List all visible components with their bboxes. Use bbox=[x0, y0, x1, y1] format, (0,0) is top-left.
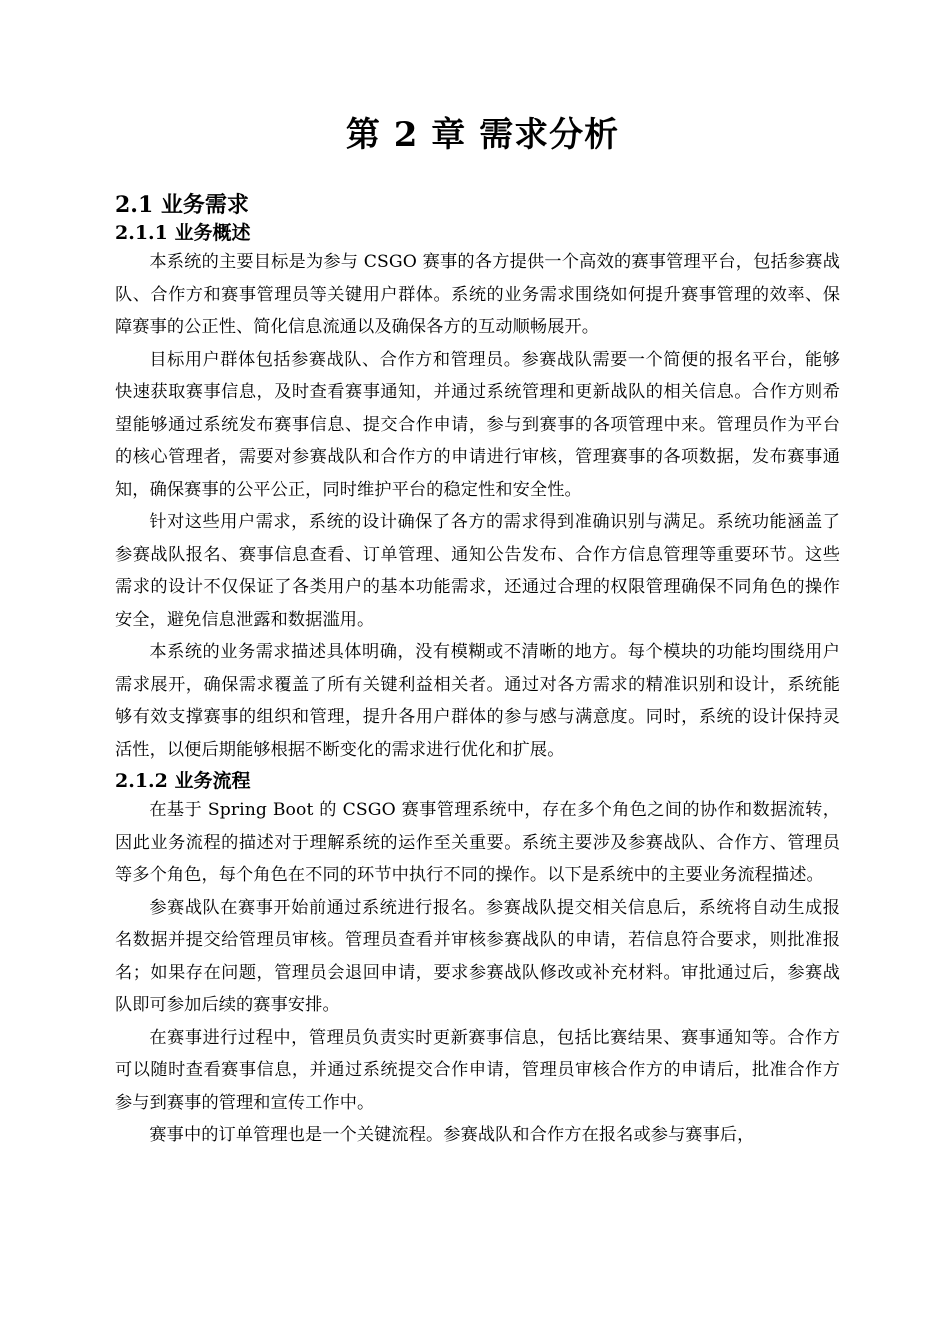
paragraph: 在基于 Spring Boot 的 CSGO 赛事管理系统中，存在多个角色之间的协作和数据流转，因此业务流程的描述对于理解系统的运作至关重要。系统主要涉及参赛战队、合作方、管理员等多个角色，每个角色在不同的环节中执行不同的操作。以下是系统中的主要业务流程描述。 bbox=[115, 800, 840, 885]
paragraph: 参赛战队在赛事开始前通过系统进行报名。参赛战队提交相关信息后，系统将自动生成报名数据并提交给管理员审核。管理员查看并审核参赛战队的申请，若信息符合要求，则批准报名；如果存在问题，管理员会退回申请，要求参赛战队修改或补充材料。审批通过后，参赛战队即可参加后续的赛事安排。 bbox=[115, 897, 840, 1015]
document-body bbox=[115, 190, 840, 1152]
section-heading-2-1-2: 2.1.2 业务流程 bbox=[115, 770, 251, 792]
paragraph: 在赛事进行过程中，管理员负责实时更新赛事信息，包括比赛结果、赛事通知等。合作方可以随时查看赛事信息，并通过系统提交合作申请，管理员审核合作方的申请后，批准合作方参与到赛事的管理和宣传工作中。 bbox=[115, 1027, 840, 1113]
paragraph: 目标用户群体包括参赛战队、合作方和管理员。参赛战队需要一个简便的报名平台，能够快速获取赛事信息，及时查看赛事通知，并通过系统管理和更新战队的相关信息。合作方则希望能够通过系统发布赛事信息、提交合作申请，参与到赛事的各项管理中来。管理员作为平台的核心管理者，需要对参赛战队和合作方的申请进行审核，管理赛事的各项数据，发布赛事通知，确保赛事的公平公正，同时维护平台的稳定性和安全性。 bbox=[115, 349, 840, 500]
paragraph: 针对这些用户需求，系统的设计确保了各方的需求得到准确识别与满足。系统功能涵盖了参赛战队报名、赛事信息查看、订单管理、通知公告发布、合作方信息管理等重要环节。这些需求的设计不仅保证了各类用户的基本功能需求，还通过合理的权限管理确保不同角色的操作安全，避免信息泄露和数据滥用。 bbox=[115, 512, 840, 630]
chapter-title: 第 2 章 需求分析 bbox=[345, 115, 620, 155]
paragraph: 本系统的业务需求描述具体明确，没有模糊或不清晰的地方。每个模块的功能均围绕用户需求展开，确保需求覆盖了所有关键利益相关者。通过对各方需求的精准识别和设计，系统能够有效支撑赛事的组织和管理，提升各用户群体的参与感与满意度。同时，系统的设计保持灵活性，以便后期能够根据不断变化的需求进行优化和扩展。 bbox=[115, 642, 840, 760]
paragraph: 本系统的主要目标是为参与 CSGO 赛事的各方提供一个高效的赛事管理平台，包括参赛战队、合作方和赛事管理员等关键用户群体。系统的业务需求围绕如何提升赛事管理的效率、保障赛事的公正性、简化信息流通以及确保各方的互动顺畅展开。 bbox=[115, 252, 840, 337]
section-heading-2-1: 2.1 业务需求 bbox=[115, 192, 249, 218]
section-heading-2-1-1: 2.1.1 业务概述 bbox=[115, 222, 251, 244]
paragraph: 赛事中的订单管理也是一个关键流程。参赛战队和合作方在报名或参与赛事后， bbox=[149, 1125, 755, 1145]
